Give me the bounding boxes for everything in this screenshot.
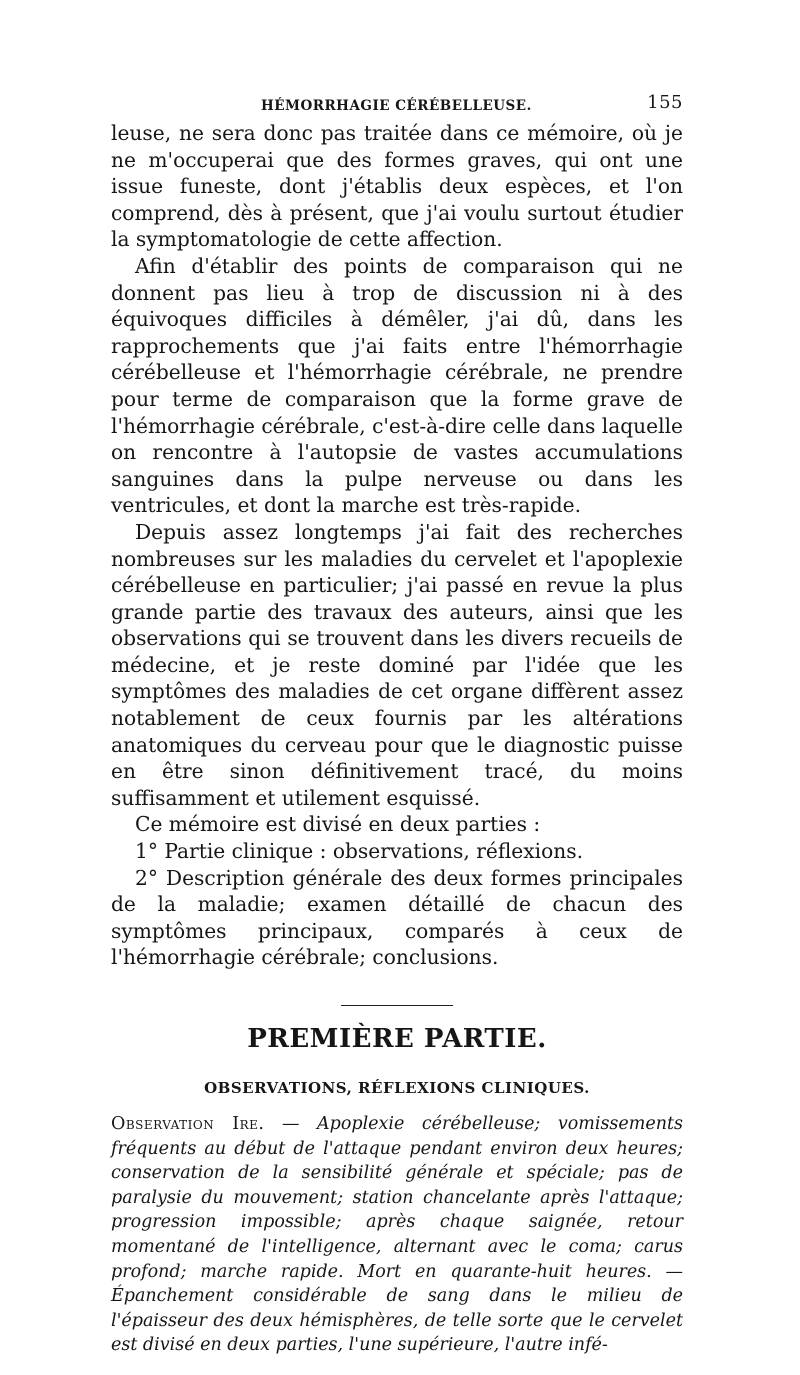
observation-paragraph bbox=[111, 1112, 683, 1358]
section-title: OBSERVATIONS, RÉFLEXIONS CLINIQUES. bbox=[204, 1079, 590, 1097]
observation-text: Apoplexie cérébelleuse; vomissements fréquents au début de l'attaque pendant environ deux heures; conservation de la sensibilité générale et spéciale; pas de paralysie du mouvement; station chancelante après l'attaque; progression impossible; après chaque saignée, retour momentané de l'intelligence, alternant avec le coma; carus profond; marche rapide. Mort en quarante-huit heures. — Épanchement considérable de sang dans le milieu de l'épaisseur des deux hémisphères, de telle sorte que le cervelet est divisé en deux parties, l'une supérieure, l'autre infé- bbox=[111, 1114, 683, 1356]
page-number: 155 bbox=[647, 92, 683, 113]
list-item-part-2: 2° Description générale des deux formes principales de la maladie; examen détaillé de chacun des symptômes principaux, comparés à ceux de l'hémorrhagie cérébrale; conclusions. bbox=[111, 865, 683, 970]
section-divider bbox=[341, 1005, 453, 1006]
running-title: HÉMORRHAGIE CÉRÉBELLEUSE. bbox=[261, 98, 532, 114]
observation-label: Observation Ire. bbox=[111, 1114, 265, 1134]
paragraph-2: Afin d'établir des points de comparaison qui ne donnent pas lieu à trop de discussion ni à des équivoques difficiles à démêler, j'ai dû, dans les rapprochements que j'ai faits entre l'hémorrhagie cérébelleuse et l'hémorrhagie cérébrale, ne prendre pour terme de comparaison que la forme grave de l'hémorrhagie cérébrale, c'est-à-dire celle dans laquelle on rencontre à l'autopsie de vastes accumulations sanguines dans la pulpe nerveuse ou dans les ventricules, et dont la marche est très-rapide. bbox=[111, 253, 683, 518]
part-title: PREMIÈRE PARTIE. bbox=[247, 1024, 547, 1054]
book-page bbox=[111, 92, 683, 1375]
observation-dash: — bbox=[264, 1114, 317, 1134]
paragraph-3: Depuis assez longtemps j'ai fait des recherches nombreuses sur les maladies du cervelet et l'apoplexie cérébelleuse en particulier; j'ai passé en revue la plus grande partie des travaux des auteurs, ainsi que les observations qui se trouvent dans les divers recueils de médecine, et je reste dominé par l'idée que les symptômes des maladies de cet organe diffèrent assez notablement de ceux fournis par les altérations anatomiques du cerveau pour que le diagnostic puisse en être sinon définitivement tracé, du moins suffisamment et utilement esquissé. bbox=[111, 519, 683, 810]
paragraph-1: leuse, ne sera donc pas traitée dans ce mémoire, où je ne m'occuperai que des formes graves, qui ont une issue funeste, dont j'établis deux espèces, et l'on comprend, dès à présent, que j'ai voulu surtout étudier la symptomatologie de cette affection. bbox=[111, 121, 683, 252]
running-header bbox=[111, 92, 683, 120]
list-item-part-1: 1° Partie clinique : observations, réflexions. bbox=[135, 839, 584, 864]
paragraph-4: Ce mémoire est divisé en deux parties : bbox=[135, 812, 541, 837]
